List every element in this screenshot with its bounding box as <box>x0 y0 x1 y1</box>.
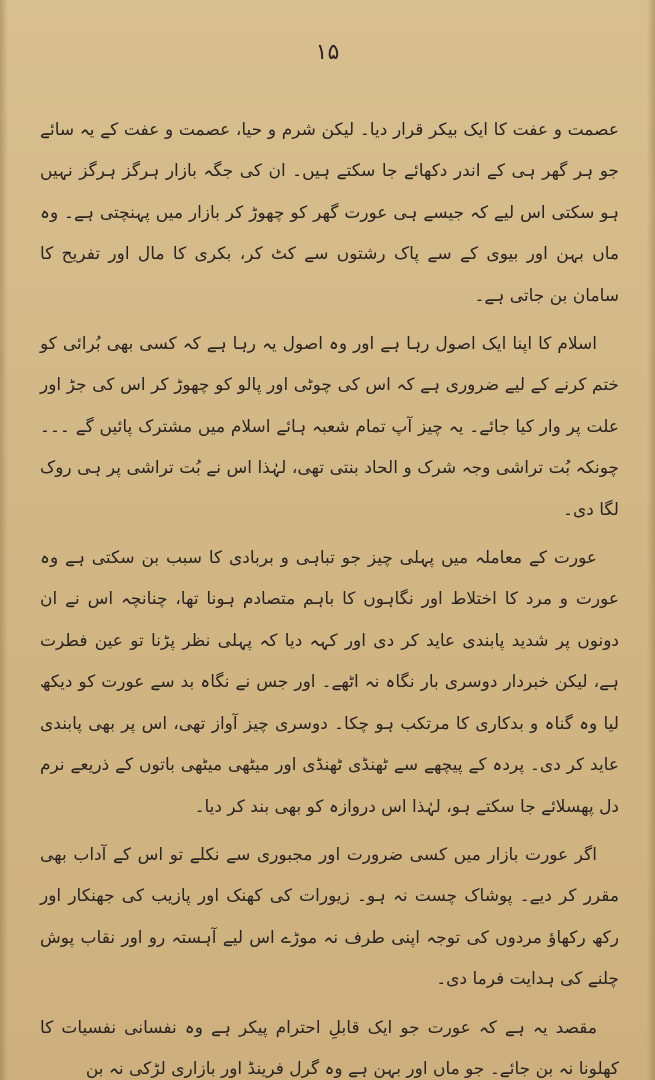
paragraph-4: اگر عورت بازار میں کسی ضرورت اور مجبوری سے نکلے تو اس کے آداب بھی مقرر کر دیے۔ پوشاک چست نہ ہو۔ زیورات کی کھنک اور پازیب کی جھنکار اور رکھ رکھاؤ مردوں کی توجہ اپنی طرف نہ موڑے اس لیے آہستہ رو اور نقاب پوش چلنے کی ہدایت فرما دی۔ <box>40 844 619 990</box>
paragraph-1: عصمت و عفت کا ایک بیکر قرار دیا۔ لیکن شرم و حیا، عصمت و عفت کے یہ سائے جو ہر گھر ہی کے اندر دکھائے جا سکتے ہیں۔ ان کی جگہ بازار ہرگز ہرگز نہیں ہو سکتی اس لیے کہ جیسے ہی عورت گھر کو چھوڑ کر بازار میں پہنچتی ہے۔ وہ ماں بہن اور بیوی کے سے پاک رشتوں سے کٹ کر، بکری کا مال اور تفریح کا سامان بن جاتی ہے۔ <box>40 120 619 306</box>
page-edge-right <box>647 0 655 1080</box>
paragraph-3: عورت کے معاملہ میں پہلی چیز جو تباہی و بربادی کا سبب بن سکتی ہے وہ عورت و مرد کا اختلاط اور نگاہوں کا باہم متصادم ہونا تھا، چنانچہ اس نے ان دونوں پر شدید پابندی عاید کر دی اور کہہ دیا کہ پہلی نظر پڑنا تو عین فطرت ہے، لیکن خبردار دوسری بار نگاہ نہ اٹھے۔ اور جس نے نگاہ بد سے عورت کو دیکھ لیا وہ گناہ و بدکاری کا مرتکب ہو چکا۔ دوسری چیز آواز تھی، اس پر بھی پابندی عاید کر دی۔ پردہ کے پیچھے سے ٹھنڈی ٹھنڈی اور میٹھی میٹھی باتوں کے ذریعے نرم دل پھسلائے جا سکتے ہو، لہٰذا اس دروازہ کو بھی بند کر دیا۔ <box>40 548 619 817</box>
paragraph-2: اسلام کا اپنا ایک اصول رہا ہے اور وہ اصول یہ رہا ہے کہ کسی بھی بُرائی کو ختم کرنے کے لیے ضروری ہے کہ اس کی چوٹی اور پالو کو چھوڑ کر اس کی جڑ اور علت پر وار کیا جائے۔ یہ چیز آپ تمام شعبہ ہائے اسلام میں مشترک پائیں گے ۔۔۔ چونکہ بُت تراشی وجہ شرک و الحاد بنتی تھی، لہٰذا اس نے بُت تراشی پر ہی روک لگا دی۔ <box>40 334 619 520</box>
page-number: ۱۵ <box>315 40 340 65</box>
body-text <box>40 110 619 1080</box>
paragraph-5: مقصد یہ ہے کہ عورت جو ایک قابلِ احترام پیکر ہے وہ نفسانی نفسیات کا کھلونا نہ بن جائے۔ جو ماں اور بہن ہے وہ گرل فرینڈ اور بازاری لڑکی نہ بن <box>40 1017 619 1079</box>
page-edge-left <box>0 0 8 1080</box>
